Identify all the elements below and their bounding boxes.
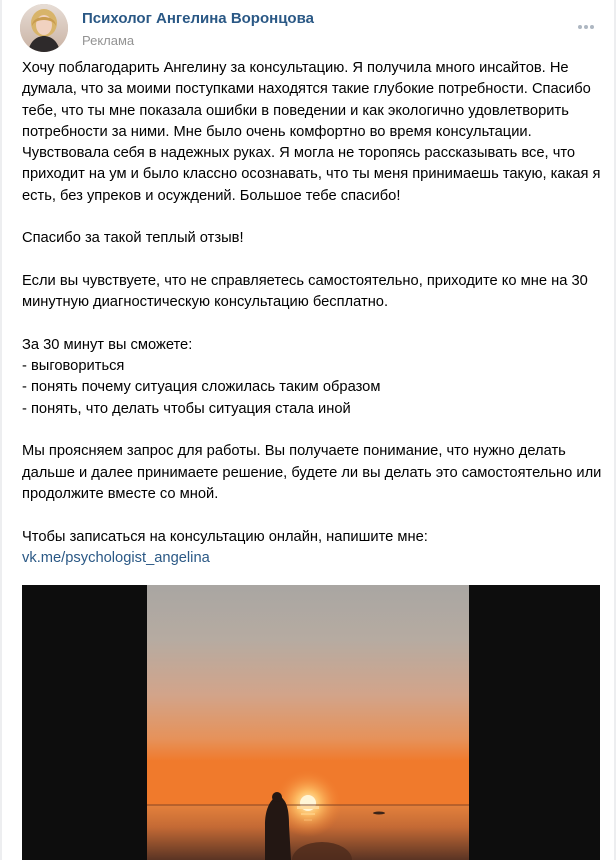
- post-header: [20, 4, 600, 54]
- post-card: [2, 0, 614, 860]
- avatar-image: [20, 4, 68, 52]
- post-text: [22, 58, 606, 569]
- more-button[interactable]: [570, 12, 600, 42]
- post-paragraph-cta: Чтобы записаться на консультацию онлайн, напишите мне:: [22, 528, 428, 545]
- sunset-image: [147, 585, 469, 860]
- post-subtitle: Реклама: [82, 33, 135, 48]
- post-paragraph-thanks: Спасибо за такой теплый отзыв!: [22, 230, 244, 247]
- author-name[interactable]: Психолог Ангелина Воронцова: [82, 10, 314, 27]
- post-paragraph-review: Хочу поблагодарить Ангелину за консультацию. Я получила много инсайтов. Не думала, что за моими поступками находятся такие глубокие потребности. Спасибо тебе, что ты мне показала ошибки в поведении и как экологично удовлетворить потребности за ними. Мне было очень комфортно во время консультации. Чувствовала себя в надежных руках. Я могла не торопясь рассказывать все, что приходит на ум и было классно осознавать, что ты меня принимаешь такую, какая я есть, без упреков и осуждений. Большое тебе спасибо!: [22, 60, 601, 204]
- post-paragraph-offer: Если вы чувствуете, что не справляетесь самостоятельно, приходите ко мне на 30 минутную диагностическую консультацию бесплатно.: [22, 272, 588, 311]
- author-avatar[interactable]: [20, 4, 68, 52]
- post-paragraph-process: Мы проясняем запрос для работы. Вы получаете понимание, что нужно делать дальше и далее принимаете решение, будете ли вы делать это самостоятельно или продолжите вместе со мной.: [22, 443, 602, 502]
- post-video[interactable]: [22, 585, 600, 860]
- post-paragraph-list: За 30 минут вы сможете: - выговориться - понять почему ситуация сложилась таким образом - понять, что делать чтобы ситуация стала иной: [22, 336, 381, 417]
- more-horizontal-icon: [570, 12, 600, 42]
- post-link[interactable]: vk.me/psychologist_angelina: [22, 549, 210, 566]
